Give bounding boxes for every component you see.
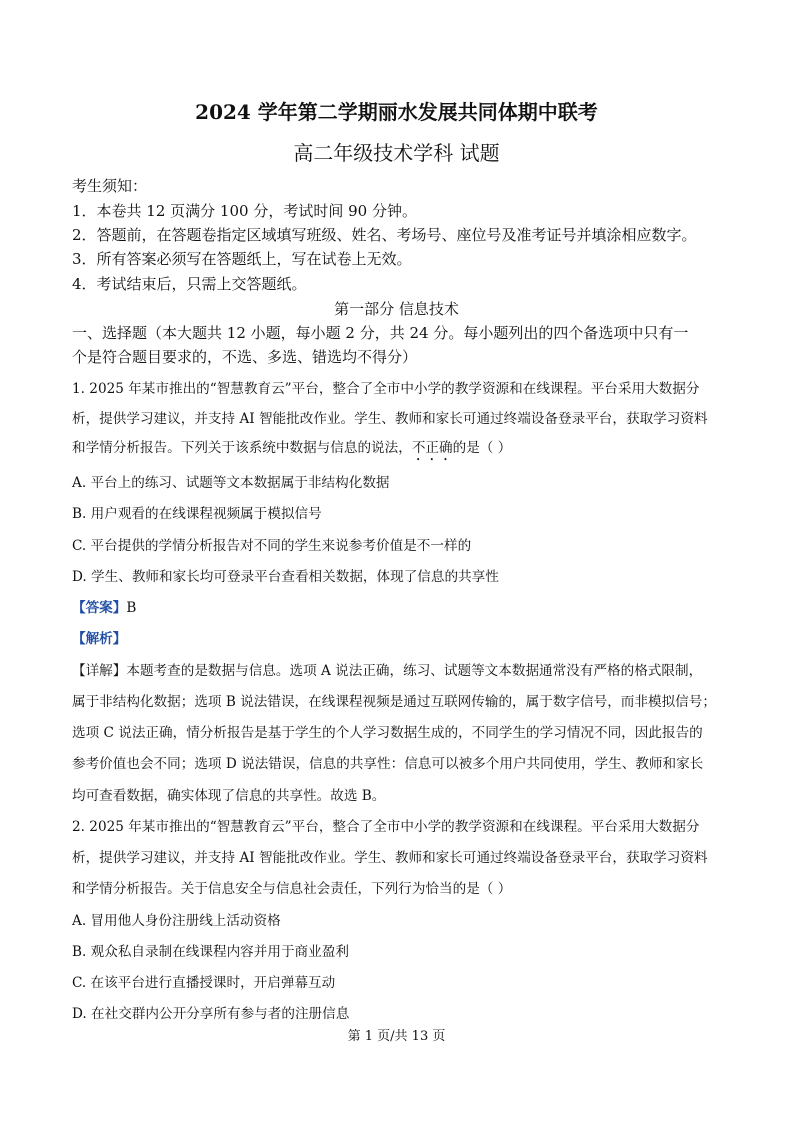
q1-option-d: D. 学生、教师和家长均可登录平台查看相关数据，体现了信息的共享性 bbox=[72, 569, 499, 585]
notice-item: 2．答题前，在答题卷指定区域填写班级、姓名、考场号、座位号及准考证号并填涂相应数字。 bbox=[72, 226, 697, 244]
section-heading: 一、选择题（本大题共 12 小题，每小题 2 分，共 24 分。每小题列出的四个备选项中只有一 bbox=[72, 324, 689, 342]
q2-option-d: D. 在社交群内公开分享所有参与者的注册信息 bbox=[72, 1006, 350, 1022]
q1-stem-line: 析，提供学习建议，并支持 AI 智能批改作业。学生、教师和家长可通过终端设备登录平台，获取学习资料 bbox=[72, 411, 708, 427]
notice-item: 3．所有答案必须写在答题纸上，写在试卷上无效。 bbox=[72, 250, 412, 268]
q2-option-a: A. 冒用他人身份注册线上活动资格 bbox=[72, 913, 281, 929]
q1-detail-line: 参考价值也会不同；选项 D 说法错误，信息的共享性：信息可以被多个用户共同使用，学生、教师和家长 bbox=[72, 756, 704, 772]
q2-stem-line: 和学情分析报告。关于信息安全与信息社会责任，下列行为恰当的是（ ） bbox=[72, 881, 512, 897]
q1-stem-text: 的是（ ） bbox=[452, 440, 512, 456]
q1-answer bbox=[72, 596, 136, 616]
page-number: 第 1 页/共 13 页 bbox=[347, 1029, 446, 1044]
q1-option-c: C. 平台提供的学情分析报告对不同的学生来说参考价值是不一样的 bbox=[72, 538, 472, 554]
q2-stem-line: 2. 2025 年某市推出的“智慧教育云”平台，整合了全市中小学的教学资源和在线课程。平台采用大数据分 bbox=[72, 819, 700, 835]
notice-item: 4．考试结束后，只需上交答题纸。 bbox=[72, 275, 307, 293]
q1-option-b: B. 用户观看的在线课程视频属于模拟信号 bbox=[72, 506, 322, 522]
page-subtitle: 高二年级技术学科 试题 bbox=[293, 141, 500, 165]
q1-detail-line: 选项 C 说法正确，情分析报告是基于学生的个人学习数据生成的，不同学生的学习情况不同，因此报告的 bbox=[72, 725, 703, 741]
q1-stem-text: 和学情分析报告。下列关于该系统中数据与信息的说法， bbox=[72, 440, 412, 456]
q1-detail-line: 【详解】本题考查的是数据与信息。选项 A 说法正确，练习、试题等文本数据通常没有严格的格式限制， bbox=[72, 663, 703, 679]
notice-heading: 考生须知： bbox=[72, 177, 148, 195]
q1-detail-line: 均可查看数据，确实体现了信息的共享性。故选 B。 bbox=[72, 788, 386, 804]
q2-stem-line: 析，提供学习建议，并支持 AI 智能批改作业。学生、教师和家长可通过终端设备登录平台，获取学习资料 bbox=[72, 850, 708, 866]
page-title: 2024 学年第二学期丽水发展共同体期中联考 bbox=[195, 100, 598, 124]
notice-item: 1．本卷共 12 页满分 100 分，考试时间 90 分钟。 bbox=[72, 202, 417, 220]
q1-option-a: A. 平台上的练习、试题等文本数据属于非结构化数据 bbox=[72, 475, 390, 491]
section-heading-cont: 个是符合题目要求的，不选、多选、错选均不得分） bbox=[72, 348, 418, 366]
q1-emphasis-text: 不正确 bbox=[411, 440, 453, 456]
q2-option-c: C. 在该平台进行直播授课时，开启弹幕互动 bbox=[72, 975, 336, 991]
part-heading: 第一部分 信息技术 bbox=[334, 300, 459, 318]
answer-label: 【答案】 bbox=[72, 600, 127, 616]
q2-option-b: B. 观众私自录制在线课程内容并用于商业盈利 bbox=[72, 944, 349, 960]
answer-value: B bbox=[126, 600, 137, 616]
q1-stem-line: 1. 2025 年某市推出的“智慧教育云”平台，整合了全市中小学的教学资源和在线课程。平台采用大数据分 bbox=[72, 381, 700, 397]
q1-stem-line bbox=[72, 436, 511, 464]
q1-detail-line: 属于非结构化数据；选项 B 说法错误，在线课程视频是通过互联网传输的，属于数字信号，而非模拟信号； bbox=[72, 694, 716, 710]
analysis-label: 【解析】 bbox=[72, 631, 127, 647]
